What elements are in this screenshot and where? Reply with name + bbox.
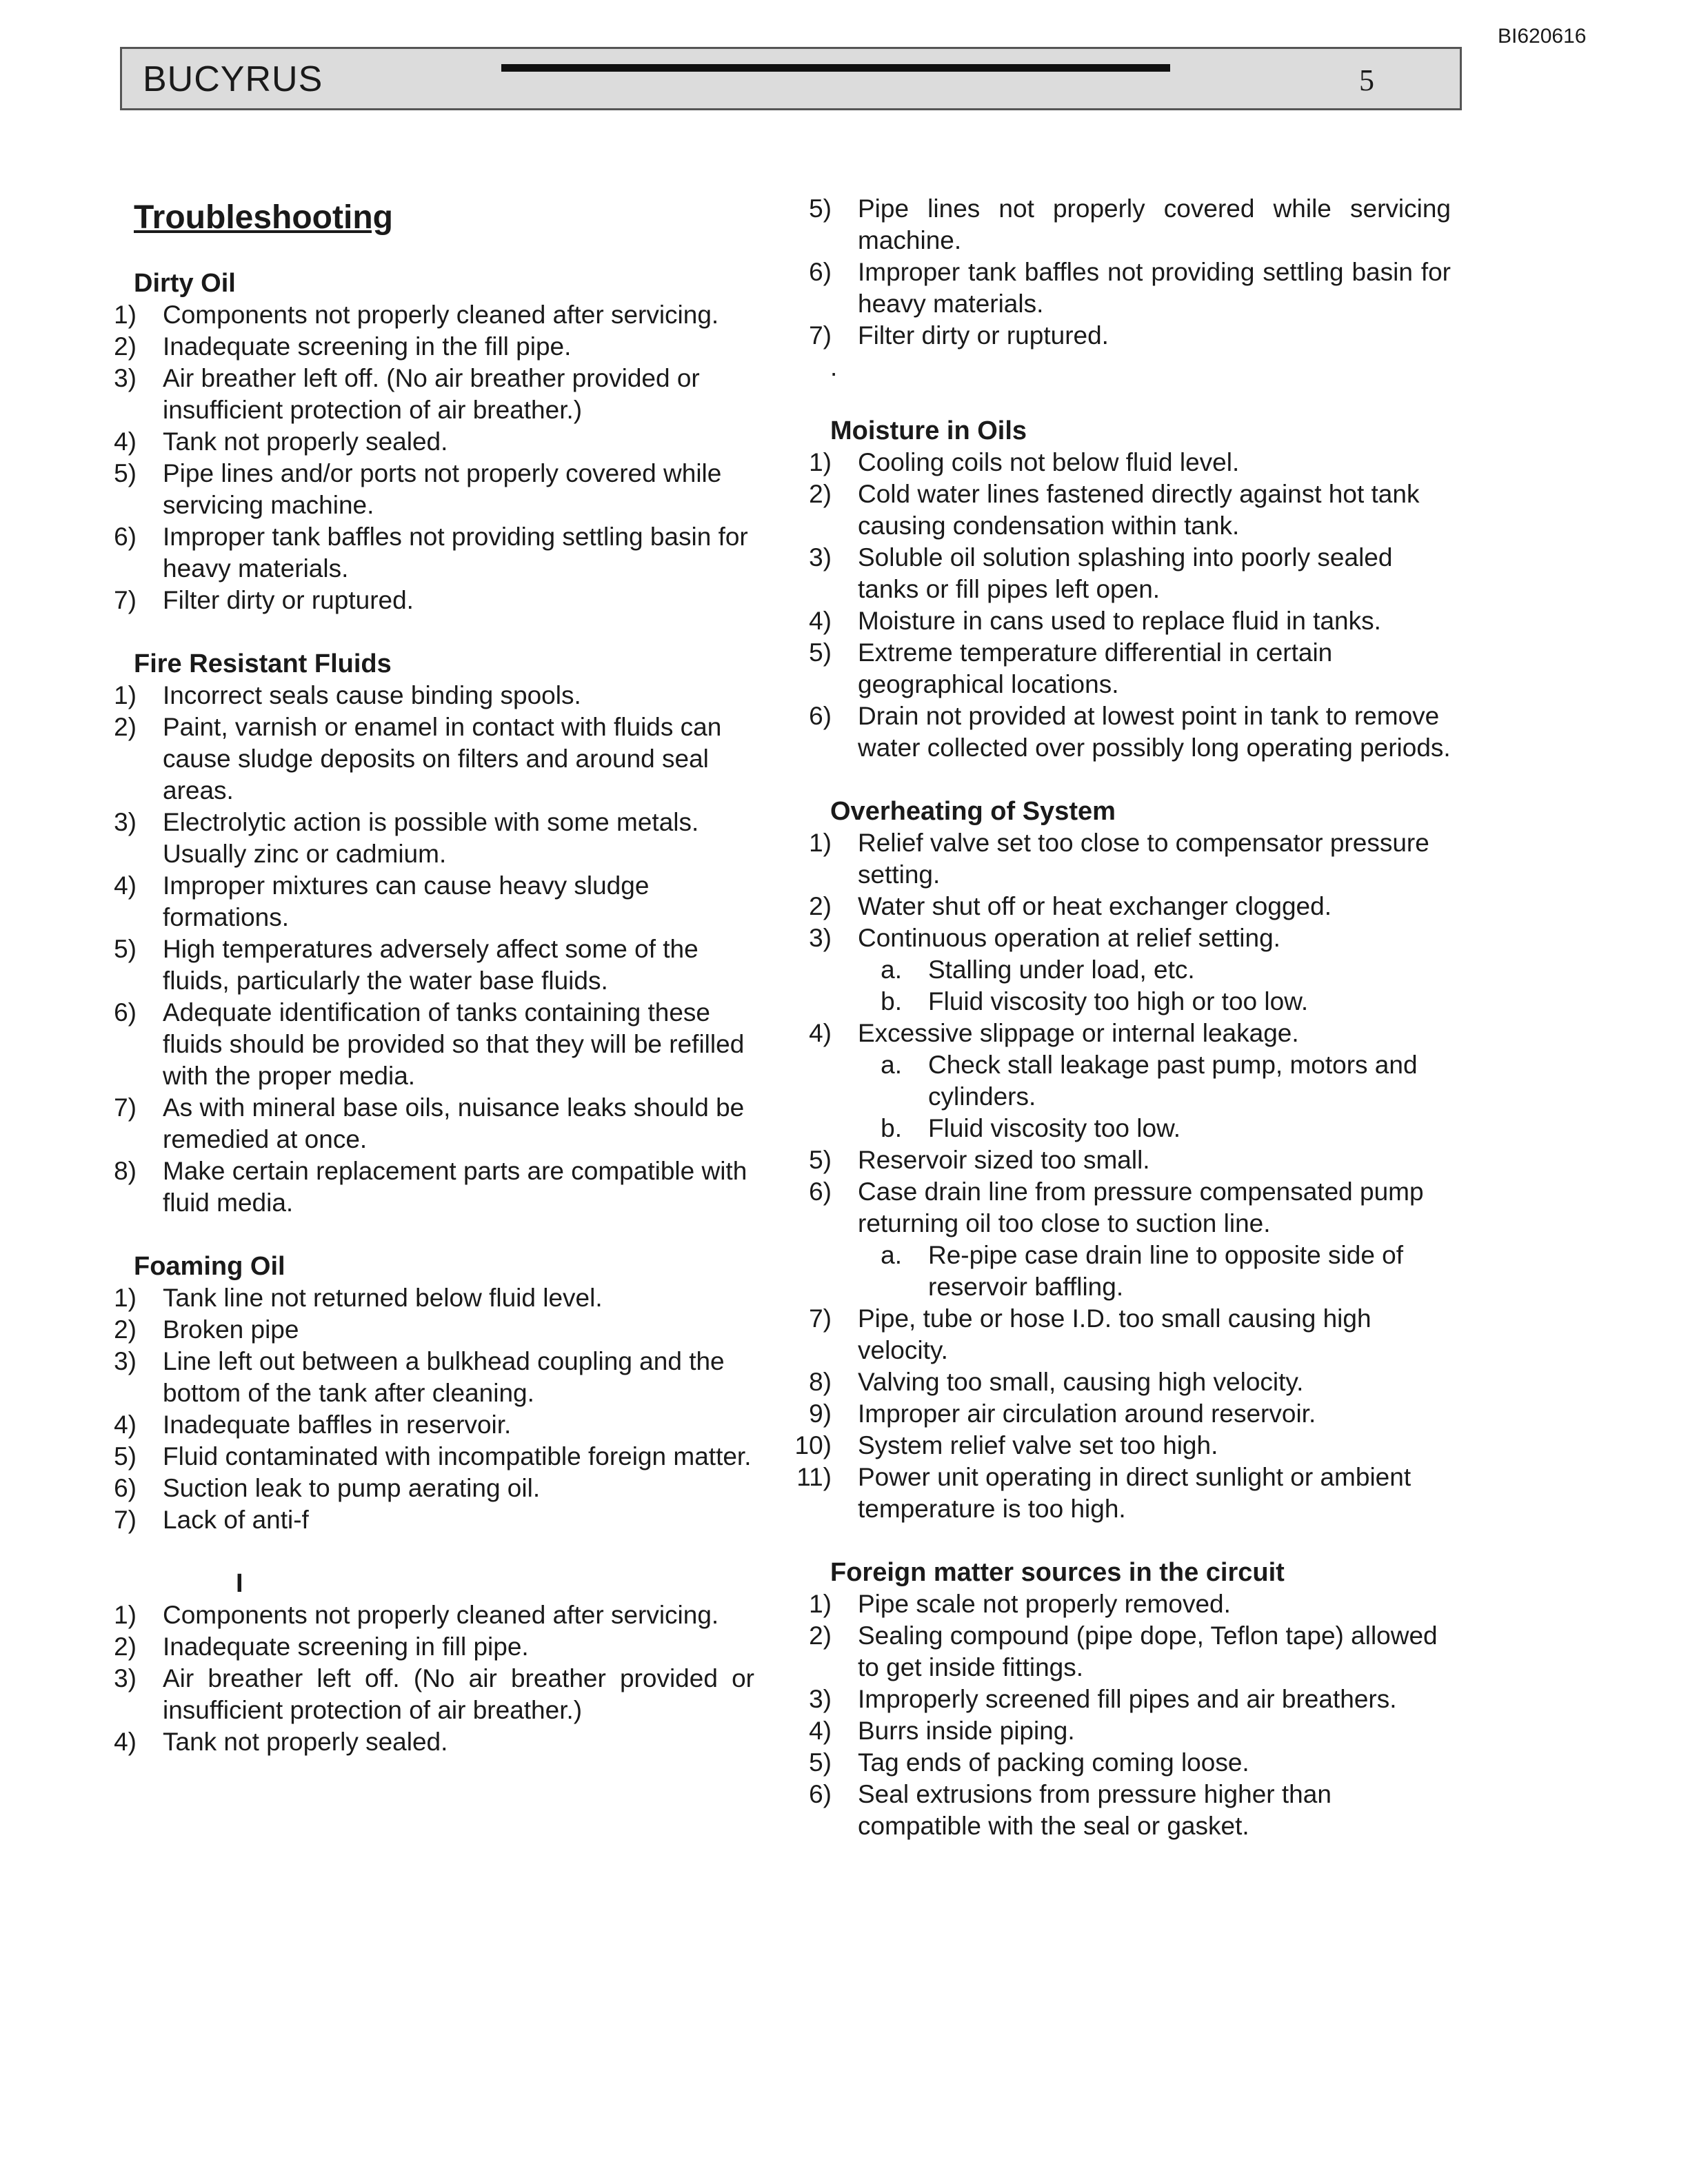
- item-text: Re-pipe case drain line to opposite side of reservoir baffling.: [928, 1241, 1404, 1301]
- item-text: Components not properly cleaned after servicing.: [163, 301, 719, 329]
- section-heading: Foreign matter sources in the circuit: [830, 1558, 1285, 1587]
- list-item: [114, 1631, 754, 1663]
- item-list: [114, 299, 754, 616]
- list-item: [114, 997, 754, 1092]
- list-item: [809, 922, 1451, 954]
- list-item: [114, 933, 754, 997]
- item-text: Improper air circulation around reservoir.: [858, 1399, 1316, 1428]
- item-number: 3): [114, 364, 137, 392]
- item-number: 9): [809, 1399, 832, 1428]
- list-item: [114, 1314, 754, 1346]
- item-number: 2): [809, 1621, 832, 1650]
- list-item: [809, 1747, 1451, 1779]
- item-text: Paint, varnish or enamel in contact with fluids can cause sludge deposits on filters and around seal areas.: [163, 713, 722, 805]
- item-number: 3): [114, 1347, 137, 1375]
- list-item: [114, 585, 754, 616]
- page-title: Troubleshooting: [134, 199, 393, 236]
- item-text: Fluid viscosity too low.: [928, 1114, 1181, 1142]
- item-text: Make certain replacement parts are compatible with fluid media.: [163, 1157, 747, 1217]
- list-item: [114, 1409, 754, 1441]
- list-item: [809, 637, 1451, 700]
- section-heading: Overheating of System: [830, 797, 1116, 826]
- list-item: [809, 1620, 1451, 1684]
- item-number: 5): [114, 1442, 137, 1470]
- item-number: 6): [809, 1177, 832, 1206]
- item-number: 4): [114, 1410, 137, 1439]
- item-text: High temperatures adversely affect some of the fluids, particularly the water base fluids.: [163, 935, 699, 995]
- item-number: 6): [809, 258, 832, 286]
- item-number: 4): [809, 607, 832, 635]
- item-number: 7): [809, 321, 832, 350]
- stray-mark: .: [830, 353, 838, 381]
- list-item: [809, 1018, 1451, 1049]
- item-text: Water shut off or heat exchanger clogged.: [858, 892, 1332, 920]
- item-number: 2): [114, 1315, 137, 1344]
- list-item: [809, 1366, 1451, 1398]
- list-item: [809, 605, 1451, 637]
- item-text: Suction leak to pump aerating oil.: [163, 1474, 541, 1502]
- item-text: Valving too small, causing high velocity.: [858, 1368, 1304, 1396]
- item-list: [809, 193, 1451, 352]
- list-item: [114, 331, 754, 363]
- right-column: [794, 193, 1451, 1874]
- header-rule: [501, 64, 1170, 72]
- item-text: Drain not provided at lowest point in tank to remove water collected over possibly long operating periods.: [858, 702, 1451, 762]
- list-item: [809, 1144, 1451, 1176]
- item-number: 8): [809, 1368, 832, 1396]
- section-unnamed: [114, 1568, 754, 1758]
- section-heading: Foaming Oil: [134, 1252, 285, 1281]
- item-text: Line left out between a bulkhead coupling and the bottom of the tank after cleaning.: [163, 1347, 725, 1407]
- item-number: 2): [809, 480, 832, 508]
- item-text: Electrolytic action is possible with some metals. Usually zinc or cadmium.: [163, 808, 699, 868]
- list-item: [809, 1715, 1451, 1747]
- item-text: Fluid contaminated with incompatible foreign matter.: [163, 1442, 752, 1470]
- item-number: 1): [114, 1601, 137, 1629]
- item-number: 3): [114, 1664, 137, 1692]
- section-moisture-in-oils: [809, 415, 1451, 764]
- list-item: [809, 193, 1451, 256]
- item-text: Cooling coils not below fluid level.: [858, 448, 1240, 476]
- list-item: [809, 478, 1451, 542]
- item-text: Inadequate screening in the fill pipe.: [163, 332, 572, 361]
- item-list: [114, 680, 754, 1219]
- item-number: 4): [809, 1717, 832, 1745]
- item-text: Broken pipe: [163, 1315, 299, 1344]
- item-text: Tank not properly sealed.: [163, 1728, 448, 1756]
- list-item: [809, 447, 1451, 478]
- item-text: Improper tank baffles not providing settling basin for heavy materials.: [858, 258, 1451, 318]
- item-number: 1): [809, 829, 832, 857]
- list-item: [114, 1346, 754, 1409]
- item-text: Moisture in cans used to replace fluid in tanks.: [858, 607, 1381, 635]
- brand-name: BUCYRUS: [143, 59, 323, 99]
- item-text: Air breather left off. (No air breather provided or insufficient protection of air breather.): [163, 364, 700, 424]
- item-number: 6): [114, 523, 137, 551]
- item-list: [809, 447, 1451, 764]
- item-number: 5): [809, 1748, 832, 1777]
- item-list: [114, 1282, 754, 1536]
- section-overheating-of-system: [794, 796, 1451, 1525]
- item-number: 7): [114, 1093, 137, 1122]
- item-number: 1): [114, 1284, 137, 1312]
- item-text: Excessive slippage or internal leakage.: [858, 1019, 1299, 1047]
- item-number: 7): [114, 1506, 137, 1534]
- item-text: Lack of anti-f: [163, 1506, 309, 1534]
- section-dirty-oil-continued: [809, 193, 1451, 352]
- item-number: 8): [114, 1157, 137, 1185]
- section-heading-fragment: I: [236, 1569, 243, 1598]
- list-item: [859, 1240, 1451, 1303]
- item-number: 2): [114, 1632, 137, 1661]
- item-text: Extreme temperature differential in certain geographical locations.: [858, 638, 1333, 698]
- item-number: a.: [881, 1241, 902, 1269]
- sub-list: [859, 1240, 1451, 1303]
- item-number: a.: [881, 1051, 902, 1079]
- item-text: Filter dirty or ruptured.: [163, 586, 414, 614]
- item-number: 2): [809, 892, 832, 920]
- list-item: [114, 1282, 754, 1314]
- list-item: [114, 680, 754, 711]
- item-text: Tank not properly sealed.: [163, 427, 448, 456]
- list-item: [796, 1462, 1451, 1525]
- item-number: 5): [114, 459, 137, 487]
- list-item: [809, 1588, 1451, 1620]
- list-item: [809, 256, 1451, 320]
- list-item: [809, 891, 1451, 922]
- item-text: Relief valve set too close to compensator pressure setting.: [858, 829, 1429, 889]
- item-number: 1): [809, 1590, 832, 1618]
- item-text: Soluble oil solution splashing into poorly sealed tanks or fill pipes left open.: [858, 543, 1393, 603]
- item-text: System relief valve set too high.: [858, 1431, 1218, 1459]
- section-foaming-oil: [114, 1251, 754, 1536]
- item-number: 4): [809, 1019, 832, 1047]
- item-number: 4): [114, 1728, 137, 1756]
- item-text: Stalling under load, etc.: [928, 956, 1195, 984]
- item-number: 5): [114, 935, 137, 963]
- list-item: [114, 1504, 754, 1536]
- list-item: [114, 1726, 754, 1758]
- list-item: [114, 1441, 754, 1473]
- list-item: [114, 426, 754, 458]
- page-header: [120, 47, 1462, 110]
- list-item: [859, 1049, 1451, 1113]
- item-number: b.: [881, 987, 902, 1015]
- item-number: a.: [881, 956, 902, 984]
- item-number: 2): [114, 332, 137, 361]
- item-text: Burrs inside piping.: [858, 1717, 1075, 1745]
- list-item: [809, 320, 1451, 352]
- list-item: [809, 1303, 1451, 1366]
- item-number: b.: [881, 1114, 902, 1142]
- list-item: [114, 1092, 754, 1155]
- item-text: Improper mixtures can cause heavy sludge formations.: [163, 871, 650, 931]
- item-number: 6): [809, 1780, 832, 1808]
- item-number: 6): [114, 1474, 137, 1502]
- item-number: 5): [809, 194, 832, 223]
- document-id: BI620616: [1498, 25, 1587, 48]
- list-item: [859, 1113, 1451, 1144]
- list-item: [809, 1398, 1451, 1430]
- section-foreign-matter: [809, 1557, 1451, 1842]
- item-text: Sealing compound (pipe dope, Teflon tape) allowed to get inside fittings.: [858, 1621, 1438, 1681]
- item-number: 1): [809, 448, 832, 476]
- list-item: [809, 827, 1451, 891]
- list-item: [114, 521, 754, 585]
- page-number: 5: [1359, 63, 1374, 97]
- list-item: [114, 1663, 754, 1726]
- item-text: Case drain line from pressure compensated pump returning oil too close to suction line.: [858, 1177, 1424, 1237]
- item-text: Improper tank baffles not providing settling basin for heavy materials.: [163, 523, 748, 583]
- list-item: [114, 1599, 754, 1631]
- list-item: [114, 711, 754, 807]
- list-item: [809, 542, 1451, 605]
- item-number: 2): [114, 713, 137, 741]
- item-number: 3): [809, 543, 832, 572]
- item-number: 7): [809, 1304, 832, 1333]
- item-list: [114, 1599, 754, 1758]
- item-number: 11): [796, 1463, 832, 1491]
- section-heading: Dirty Oil: [134, 269, 236, 298]
- item-text: Filter dirty or ruptured.: [858, 321, 1109, 350]
- list-item: [859, 986, 1451, 1018]
- item-list: [809, 1588, 1451, 1842]
- item-text: Inadequate screening in fill pipe.: [163, 1632, 529, 1661]
- item-number: 3): [114, 808, 137, 836]
- item-text: Fluid viscosity too high or too low.: [928, 987, 1309, 1015]
- item-text: Components not properly cleaned after servicing.: [163, 1601, 719, 1629]
- item-number: 4): [114, 427, 137, 456]
- item-text: Check stall leakage past pump, motors and cylinders.: [928, 1051, 1418, 1111]
- list-item: [114, 1155, 754, 1219]
- item-text: As with mineral base oils, nuisance leaks should be remedied at once.: [163, 1093, 745, 1153]
- item-text: Tank line not returned below fluid level.: [163, 1284, 603, 1312]
- list-item: [114, 870, 754, 933]
- item-number: 3): [809, 1685, 832, 1713]
- item-text: Cold water lines fastened directly against hot tank causing condensation within tank.: [858, 480, 1420, 540]
- item-text: Pipe lines not properly covered while servicing machine.: [858, 194, 1451, 254]
- section-fire-resistant-fluids: [114, 648, 754, 1219]
- sub-list: [859, 954, 1451, 1018]
- sub-list: [859, 1049, 1451, 1144]
- section-heading: Moisture in Oils: [830, 416, 1027, 445]
- item-number: 5): [809, 638, 832, 667]
- item-text: Air breather left off. (No air breather provided or insufficient protection of air breather.): [163, 1664, 754, 1724]
- item-number: 1): [114, 681, 137, 709]
- item-number: 4): [114, 871, 137, 900]
- item-text: Power unit operating in direct sunlight or ambient temperature is too high.: [858, 1463, 1411, 1523]
- item-text: Inadequate baffles in reservoir.: [163, 1410, 512, 1439]
- item-number: 6): [809, 702, 832, 730]
- item-number: 7): [114, 586, 137, 614]
- list-item: [809, 1779, 1451, 1842]
- list-item: [859, 954, 1451, 986]
- list-item: [809, 1176, 1451, 1240]
- list-item: [809, 1684, 1451, 1715]
- list-item: [114, 807, 754, 870]
- item-number: 6): [114, 998, 137, 1027]
- list-item: [114, 363, 754, 426]
- item-list: [794, 827, 1451, 1525]
- item-text: Seal extrusions from pressure higher than compatible with the seal or gasket.: [858, 1780, 1332, 1840]
- item-text: Adequate identification of tanks containing these fluids should be provided so that they will be refilled with the proper media.: [163, 998, 745, 1090]
- item-text: Pipe, tube or hose I.D. too small causing high velocity.: [858, 1304, 1372, 1364]
- item-text: Continuous operation at relief setting.: [858, 924, 1280, 952]
- list-item: [114, 458, 754, 521]
- left-column: [114, 193, 754, 1790]
- item-text: Tag ends of packing coming loose.: [858, 1748, 1249, 1777]
- item-number: 1): [114, 301, 137, 329]
- list-item: [114, 1473, 754, 1504]
- list-item: [809, 700, 1451, 764]
- item-text: Incorrect seals cause binding spools.: [163, 681, 581, 709]
- section-dirty-oil: [114, 267, 754, 616]
- item-text: Pipe lines and/or ports not properly covered while servicing machine.: [163, 459, 722, 519]
- list-item: [114, 299, 754, 331]
- item-number: 5): [809, 1146, 832, 1174]
- item-number: 3): [809, 924, 832, 952]
- list-item: [794, 1430, 1451, 1462]
- section-heading: Fire Resistant Fluids: [134, 649, 392, 678]
- item-text: Improperly screened fill pipes and air breathers.: [858, 1685, 1397, 1713]
- item-text: Pipe scale not properly removed.: [858, 1590, 1231, 1618]
- item-text: Reservoir sized too small.: [858, 1146, 1150, 1174]
- item-number: 10): [794, 1431, 832, 1459]
